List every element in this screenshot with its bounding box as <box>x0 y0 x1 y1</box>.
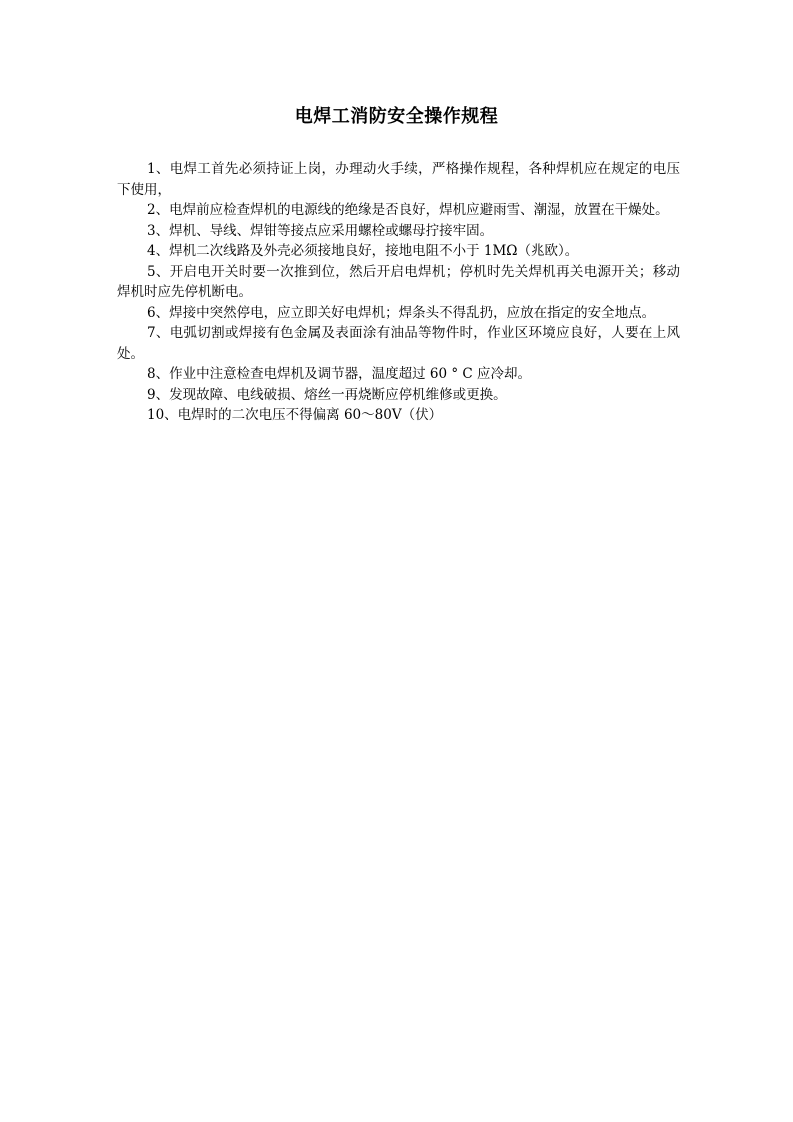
rule-paragraph-5: 5、开启电开关时要一次推到位，然后开启电焊机；停机时先关焊机再关电源开关；移动焊机时应先停机断电。 <box>117 263 680 300</box>
rule-paragraph-8: 8、作业中注意检查电焊机及调节器，温度超过 60 ° C 应冷却。 <box>147 366 532 382</box>
rule-paragraph-9: 9、发现故障、电线破损、熔丝一再烧断应停机维修或更换。 <box>147 386 507 403</box>
rule-paragraph-7: 7、电弧切割或焊接有色金属及表面涂有油品等物件时，作业区环境应良好，人要在上风处。 <box>117 325 680 362</box>
rule-paragraph-1: 1、电焊工首先必须持证上岗，办理动火手续，严格操作规程，各种焊机应在规定的电压下使用， <box>117 161 680 198</box>
document-title: 电焊工消防安全操作规程 <box>294 106 499 127</box>
document-body <box>117 159 680 426</box>
rule-paragraph-10: 10、电焊时的二次电压不得偏离 60～80V（伏） <box>147 407 443 423</box>
rule-paragraph-6: 6、焊接中突然停电，应立即关好电焊机；焊条头不得乱扔，应放在指定的安全地点。 <box>147 304 656 321</box>
rule-paragraph-3: 3、焊机、导线、焊钳等接点应采用螺栓或螺母拧接牢固。 <box>147 222 494 239</box>
rule-paragraph-2: 2、电焊前应检查焊机的电源线的绝缘是否良好，焊机应避雨雪、潮湿，放置在干燥处。 <box>147 202 669 218</box>
rule-paragraph-4: 4、焊机二次线路及外壳必须接地良好，接地电阻不小于 1MΩ（兆欧）。 <box>147 243 579 259</box>
